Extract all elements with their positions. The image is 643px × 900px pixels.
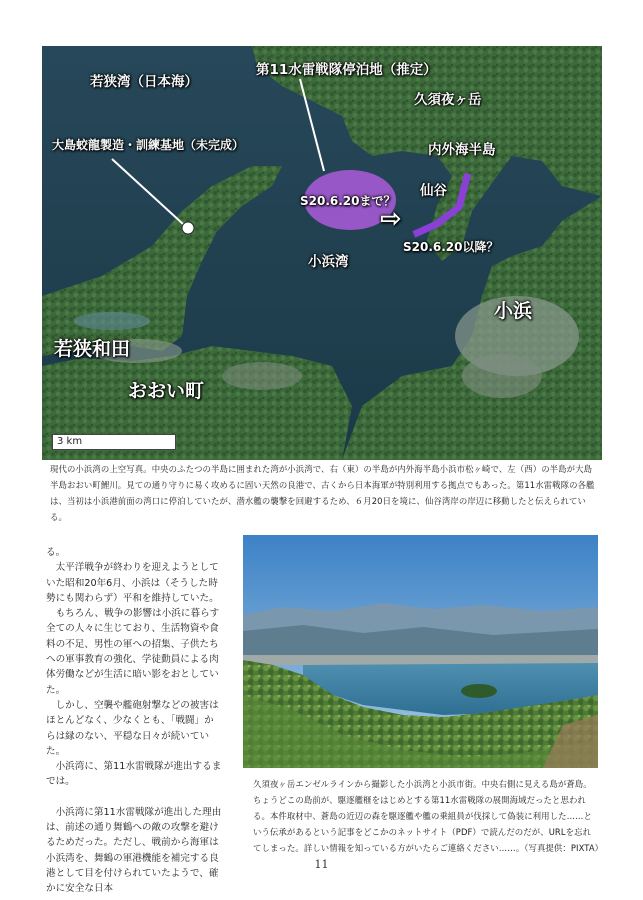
scale-bar: 3 km bbox=[52, 434, 176, 450]
label-oi-town: おおい町 bbox=[128, 380, 205, 402]
label-anchorage: 第11水雷戦隊停泊地（推定） bbox=[256, 62, 437, 78]
paragraph: 小浜湾に第11水雷戦隊が進出した理由は、前述の通り舞鶴への敵の攻撃を避けるためだった。ただし、戦前から海軍は小浜湾を、舞鶴の軍港機能を補完する良港として目を付けられていたようで、確かに安全な日本 bbox=[46, 806, 222, 895]
label-obama: 小浜 bbox=[494, 300, 533, 322]
label-uchitomi: 内外海半島 bbox=[428, 142, 496, 158]
paragraph: る。 bbox=[46, 547, 66, 558]
label-after: S20.6.20以降？ bbox=[403, 240, 499, 254]
label-before: S20.6.20まで？ bbox=[300, 194, 396, 208]
paragraph: 小浜湾に、第11水雷戦隊が進出するまでは。 bbox=[46, 761, 222, 788]
label-obama-bay: 小浜湾 bbox=[308, 254, 349, 270]
arrow-icon: ⇨ bbox=[380, 204, 402, 234]
photo-caption: 久須夜ヶ岳エンゼルラインから撮影した小浜湾と小浜市街。中央右側に見える島が蒼島。ちょうどこの島前が、駆逐艦榧をはじめとする第11水雷戦隊の展開海域だったと思われる。本件取材中、蒼島の近辺の森を駆逐艦や艦の乗組員が伐採して偽装に利用した……という伝承があるという記事をどこかのネットサイト（PDF）で読んだのだが、URLを忘れてしまった。詳しい情報を知っている方がいたらご連絡ください……。（写真提供：PIXTA） bbox=[253, 779, 604, 853]
paragraph: もちろん、戦争の影響は小浜に暮らす全ての人々に生じており、生活物資や食料の不足、男性の軍への招集、子供たちへの軍事教育の強化、学徒動員による肉体労働などが生活に暗い影をおとしていた。 bbox=[46, 608, 220, 696]
label-wakasa-bay: 若狭湾（日本海） bbox=[90, 74, 198, 90]
map-caption: 現代の小浜湾の上空写真。中央のふたつの半島に囲まれた湾が小浜湾で、右（東）の半島が内外海半島小浜市松ヶ崎で、左（西）の半島が大島半島おおい町鯉川。見ての通り守りに易く攻めるに固い天然の良港で、古くから日本海軍が特別利用する拠点でもあった。第11水雷戦隊の各艦は、当初は小浜港前面の湾口に停泊していたが、潜水艦の襲撃を回避するため、６月20日を境に、仙谷湾岸の岸辺に移動したと伝えられている。 bbox=[50, 464, 595, 522]
paragraph: しかし、空襲や艦砲射撃などの被害はほとんどなく、少なくとも、「戦闘」からは縁のない、平穏な日々が続いていた。 bbox=[46, 699, 219, 757]
satellite-map bbox=[42, 46, 602, 460]
base-marker bbox=[182, 222, 194, 234]
bay-photo bbox=[243, 535, 598, 768]
paragraph: 太平洋戦争が終わりを迎えようとしていた昭和20年6月、小浜は（そうした時勢にも関わらず）平和を維持していた。 bbox=[46, 562, 219, 604]
label-sendani: 仙谷 bbox=[420, 183, 447, 199]
page-number: 11 bbox=[314, 858, 329, 871]
label-wakasa-wada: 若狭和田 bbox=[54, 338, 131, 360]
body-text bbox=[46, 545, 222, 897]
label-kuzuryu: 久須夜ヶ岳 bbox=[414, 92, 482, 108]
bay-photo-image bbox=[243, 535, 598, 768]
label-oshima-base: 大島蛟龍製造・訓練基地（未完成） bbox=[52, 138, 245, 152]
